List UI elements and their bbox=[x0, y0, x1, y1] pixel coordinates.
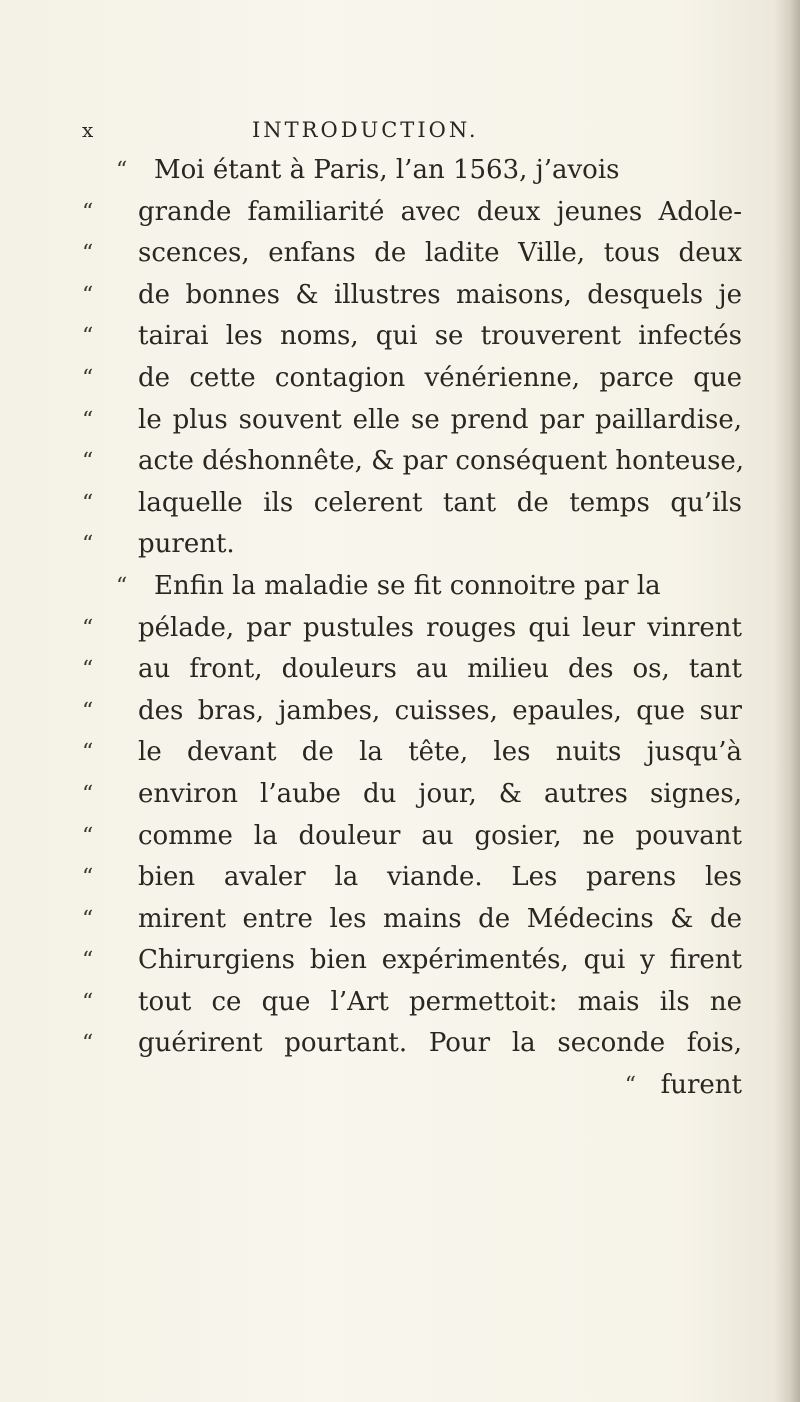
line-text: tairai les noms, qui se trouverent infectés bbox=[138, 321, 742, 352]
text-line bbox=[82, 899, 742, 941]
line-text: comme la douleur au gosier, ne pouvant bbox=[138, 820, 742, 851]
line-text: purent. bbox=[138, 529, 235, 560]
quote-mark: “ bbox=[82, 698, 94, 724]
line-text: furent bbox=[660, 1070, 742, 1101]
text-line bbox=[82, 275, 742, 317]
quote-mark: “ bbox=[82, 532, 94, 558]
quote-mark: “ bbox=[82, 407, 94, 433]
quote-mark: “ bbox=[82, 449, 94, 475]
line-text: tout ce que l’Art permettoit: mais ils ne bbox=[138, 986, 742, 1017]
text-line bbox=[82, 524, 742, 566]
quote-mark: “ bbox=[82, 199, 94, 225]
line-text: bien avaler la viande. Les parens les bbox=[138, 862, 742, 893]
text-line bbox=[82, 1023, 742, 1065]
text-line bbox=[82, 483, 742, 525]
line-text: le plus souvent elle se prend par paillardise, bbox=[138, 404, 742, 435]
quote-mark: “ bbox=[82, 948, 94, 974]
line-text: au front, douleurs au milieu des os, tant bbox=[138, 654, 742, 685]
quote-mark: “ bbox=[82, 865, 94, 891]
page-number: x bbox=[82, 118, 95, 142]
line-text: de cette contagion vénérienne, parce que bbox=[138, 362, 742, 393]
line-text: acte déshonnête, & par conséquent honteuse, bbox=[138, 446, 745, 477]
quote-mark: “ bbox=[116, 158, 128, 183]
line-text: laquelle ils celerent tant de temps qu’ils bbox=[138, 487, 742, 518]
line-text: le devant de la tête, les nuits jusqu’à bbox=[138, 737, 742, 768]
page-header bbox=[82, 118, 702, 148]
text-line bbox=[82, 316, 742, 358]
quote-mark: “ bbox=[82, 906, 94, 932]
text-line bbox=[82, 774, 742, 816]
quote-mark: “ bbox=[624, 1073, 636, 1099]
text-line bbox=[82, 732, 742, 774]
text-line bbox=[82, 649, 742, 691]
text-line bbox=[82, 816, 742, 858]
line-text: pélade, par pustules rouges qui leur vinrent bbox=[138, 612, 742, 643]
quote-mark: “ bbox=[82, 490, 94, 516]
line-text: environ l’aube du jour, & autres signes, bbox=[138, 778, 742, 809]
line-text: Enfin la maladie se fit connoitre par la bbox=[154, 570, 661, 601]
text-line bbox=[82, 400, 742, 442]
text-line bbox=[82, 857, 742, 899]
text-line bbox=[82, 608, 742, 650]
quote-mark: “ bbox=[82, 989, 94, 1015]
quote-mark: “ bbox=[82, 781, 94, 807]
text-line bbox=[82, 1065, 742, 1107]
line-text: mirent entre les mains de Médecins & de bbox=[138, 903, 742, 934]
text-line bbox=[82, 233, 742, 275]
text-line bbox=[82, 150, 742, 192]
text-line bbox=[82, 566, 742, 608]
text-line bbox=[82, 982, 742, 1024]
quote-mark: “ bbox=[116, 573, 128, 599]
quote-mark: “ bbox=[82, 823, 94, 849]
line-text: Chirurgiens bien expérimentés, qui y firent bbox=[138, 945, 742, 976]
line-text: scences, enfans de ladite Ville, tous deux bbox=[138, 238, 742, 269]
text-line bbox=[82, 691, 742, 733]
quote-mark: “ bbox=[82, 241, 94, 267]
line-text: des bras, jambes, cuisses, epaules, que sur bbox=[138, 695, 742, 726]
quote-mark: “ bbox=[82, 365, 94, 391]
text-line bbox=[82, 358, 742, 400]
quote-mark: “ bbox=[82, 324, 94, 350]
line-text: de bonnes & illustres maisons, desquels je bbox=[138, 279, 742, 310]
page-edge-shadow bbox=[774, 0, 800, 1402]
quote-mark: “ bbox=[82, 1031, 94, 1057]
running-head: INTRODUCTION. bbox=[252, 118, 479, 142]
body-text bbox=[82, 150, 745, 1107]
quote-mark: “ bbox=[82, 282, 94, 308]
line-text: grande familiarité avec deux jeunes Adole- bbox=[138, 196, 742, 227]
line-text: Moi étant à Paris, l’an 1563, j’avois bbox=[154, 155, 620, 185]
line-text: guérirent pourtant. Pour la seconde fois, bbox=[138, 1028, 742, 1059]
quote-mark: “ bbox=[82, 740, 94, 766]
text-line bbox=[82, 940, 742, 982]
text-line bbox=[82, 192, 742, 234]
quote-mark: “ bbox=[82, 615, 94, 641]
quote-mark: “ bbox=[82, 657, 94, 683]
text-line bbox=[82, 441, 745, 483]
